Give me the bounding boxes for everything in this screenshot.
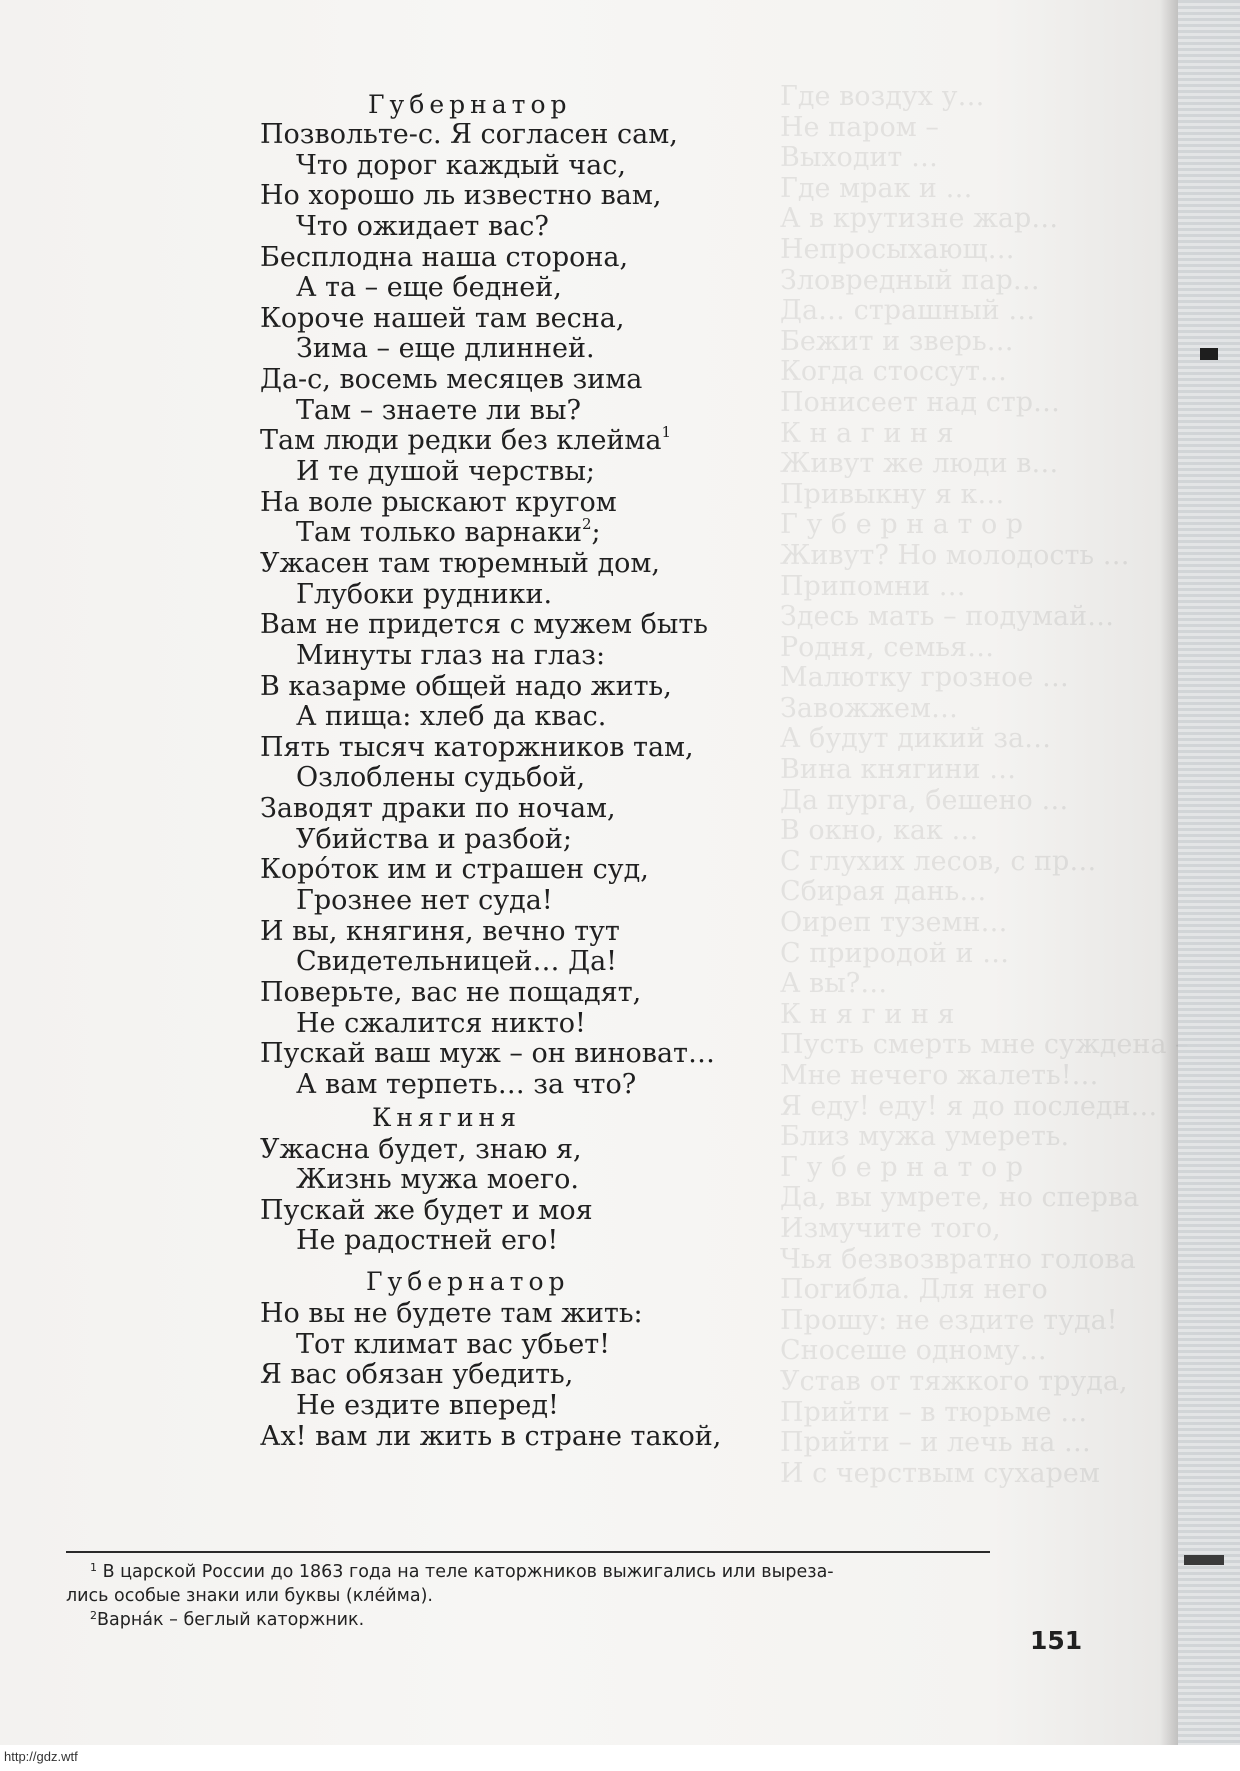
- verse-line: [260, 886, 1080, 917]
- verse-line-text: Поверьте, вас не пощадят,: [260, 976, 642, 1008]
- verse-block: [260, 1299, 1080, 1452]
- binding-shadow: [1160, 0, 1178, 1771]
- verse-line-text: Грознее нет суда!: [296, 885, 553, 917]
- verse-line-text: Свидетельницей… Да!: [296, 946, 618, 978]
- verse-line: [260, 549, 1080, 580]
- verse-line: [260, 181, 1080, 212]
- verse-line-text: Там только варнаки: [296, 517, 582, 549]
- verse-line-text: Минуты глаз на глаз:: [296, 639, 606, 671]
- verse-line: [260, 515, 1080, 549]
- verse-line: [260, 457, 1080, 488]
- verse-line-text: Зима – еще длинней.: [296, 333, 595, 365]
- verse-line-text: Не сжалится никто!: [296, 1007, 586, 1039]
- verse-line-text: Пускай же будет и моя: [260, 1194, 593, 1226]
- verse-line: [260, 917, 1080, 948]
- verse-line: [260, 243, 1080, 274]
- verse-line: [260, 1196, 1080, 1227]
- footnote-marker: 2: [90, 1609, 97, 1622]
- verse-line-text: Убийства и разбой;: [296, 823, 572, 855]
- verse-line: [260, 794, 1080, 825]
- verse-line: [260, 1165, 1080, 1196]
- verse-line-text: Но хорошо ль известно вам,: [260, 180, 662, 212]
- verse-line-text: Пускай ваш муж – он виноват…: [260, 1038, 715, 1070]
- watermark-url[interactable]: http://gdz.wtf: [4, 1749, 78, 1764]
- verse-line: [260, 1299, 1080, 1330]
- speaker-heading: Княгиня: [372, 1102, 521, 1132]
- verse-line: [260, 1330, 1080, 1361]
- verse-line: [260, 212, 1080, 243]
- verse-line-text: В казарме общей надо жить,: [260, 670, 672, 702]
- verse-line: [260, 580, 1080, 611]
- verse-line: [260, 733, 1080, 764]
- verse-line: [260, 610, 1080, 641]
- footnote-rule: [66, 1551, 990, 1553]
- verse-line: [260, 825, 1080, 856]
- verse-line-text: Ужасна будет, знаю я,: [260, 1133, 582, 1165]
- verse-line: [260, 120, 1080, 151]
- verse-line: [260, 1391, 1080, 1422]
- verse-line: [260, 1135, 1080, 1166]
- verse-line-punctuation: ;: [591, 517, 601, 549]
- verse-line-text: Позвольте-с. Я согласен сам,: [260, 119, 678, 150]
- footnote-1: [66, 1560, 1006, 1584]
- verse-line-text: Не ездите вперед!: [296, 1389, 559, 1421]
- verse-line-text: Вам не придется с мужем быть: [260, 609, 709, 641]
- verse-line: [260, 1039, 1080, 1070]
- binding-mark: [1184, 1555, 1224, 1565]
- binding-mark: [1200, 348, 1218, 360]
- verse-line: [260, 423, 1080, 457]
- verse-line: [260, 334, 1080, 365]
- verse-line-text: А вам терпеть… за что?: [296, 1068, 637, 1100]
- verse-block: [260, 1135, 1080, 1258]
- verse-line: [260, 1422, 1080, 1453]
- verse-line: [260, 365, 1080, 396]
- verse-line: [260, 641, 1080, 672]
- verse-line: [260, 947, 1080, 978]
- footnotes: [66, 1560, 1006, 1632]
- verse-line-text: И те душой черствы;: [296, 456, 596, 488]
- verse-line-text: Пять тысяч каторжников там,: [260, 731, 694, 763]
- footnote-1-continued: лись особые знаки или буквы (кле́йма).: [66, 1586, 433, 1606]
- poem-text: [260, 90, 1080, 1452]
- verse-line-text: Ужасен там тюремный дом,: [260, 547, 660, 579]
- footnote-marker: 1: [90, 1561, 97, 1574]
- verse-line: [260, 672, 1080, 703]
- page-number: 151: [1030, 1626, 1083, 1655]
- verse-line-text: Жизнь мужа моего.: [296, 1164, 579, 1196]
- verse-line-text: Что дорог каждый час,: [296, 149, 626, 181]
- verse-line-text: Но вы не будете там жить:: [260, 1298, 643, 1330]
- verse-line-text: А пища: хлеб да квас.: [296, 701, 607, 733]
- verse-line: [260, 151, 1080, 182]
- verse-line: [260, 1070, 1080, 1101]
- verse-line-text: Я вас обязан убедить,: [260, 1359, 574, 1391]
- speaker-heading: Губернатор: [366, 1267, 570, 1297]
- verse-line: [260, 1360, 1080, 1391]
- verse-line-text: И вы, княгиня, вечно тут: [260, 915, 620, 947]
- verse-line-text: А та – еще бедней,: [296, 272, 562, 304]
- verse-line-text: Не радостней его!: [296, 1225, 559, 1257]
- verse-line-text: Коро́ток им и страшен суд,: [260, 854, 649, 886]
- verse-line: [260, 1226, 1080, 1257]
- verse-line-text: Глубоки рудники.: [296, 578, 553, 610]
- watermark-bar: [0, 1745, 1240, 1771]
- footnote-text: Варна́к – беглый каторжник.: [97, 1610, 365, 1630]
- verse-line-text: На воле рыскают кругом: [260, 486, 617, 518]
- verse-line: [260, 304, 1080, 335]
- verse-line-text: Там – знаете ли вы?: [296, 394, 581, 426]
- footnote-reference: 1: [661, 423, 672, 442]
- footnote-2: [66, 1608, 1006, 1632]
- verse-line-text: Там люди редки без клейма: [260, 425, 662, 457]
- verse-block: [260, 120, 1080, 1101]
- footnote-reference: 2: [582, 515, 592, 534]
- verse-line: [260, 1009, 1080, 1040]
- verse-line-text: Тот климат вас убьет!: [296, 1328, 611, 1360]
- verse-line: [260, 396, 1080, 427]
- verse-line-text: Бесплодна наша сторона,: [260, 241, 629, 273]
- verse-line: [260, 763, 1080, 794]
- verse-line-text: Да-с, восемь месяцев зима: [260, 364, 643, 396]
- verse-line: [260, 702, 1080, 733]
- binding-strip: [1178, 0, 1240, 1771]
- footnote-text: В царской России до 1863 года на теле каторжников выжигались или выреза-: [102, 1562, 834, 1582]
- verse-line-text: Что ожидает вас?: [296, 210, 549, 242]
- speaker-heading: Губернатор: [368, 90, 572, 119]
- verse-line-text: Заводят драки по ночам,: [260, 793, 616, 825]
- verse-line: [260, 855, 1080, 886]
- verse-line: [260, 488, 1080, 519]
- verse-line-text: Озлоблены судьбой,: [296, 762, 586, 794]
- verse-line-text: Ах! вам ли жить в стране такой,: [260, 1420, 722, 1452]
- verse-line: [260, 978, 1080, 1009]
- verse-line-text: Короче нашей там весна,: [260, 302, 625, 334]
- verse-line: [260, 273, 1080, 304]
